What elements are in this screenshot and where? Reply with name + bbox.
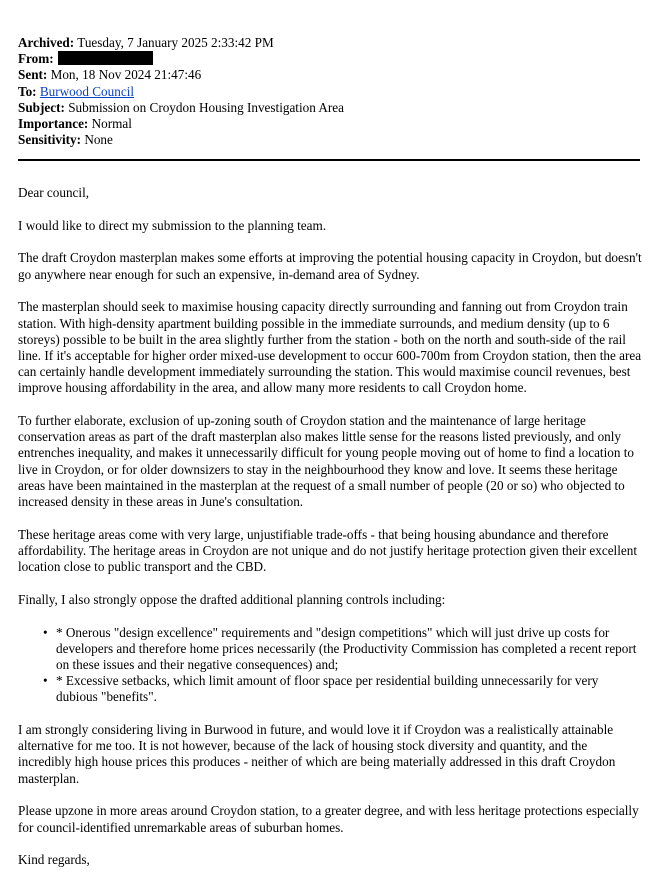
subject-label: Subject: [18, 99, 65, 115]
subject-row [18, 100, 642, 116]
list-item: • * Onerous "design excellence" requirements and "design competitions" which will just drive up costs for developers and therefore home prices necessarily (the Productivity Commission has completed a recent report on these issues and their negative consequences) and; [56, 625, 642, 674]
paragraph-4: To further elaborate, exclusion of up-zoning south of Croydon station and the maintenance of large heritage conservation areas as part of the draft masterplan also makes little sense for the reasons listed previously, and only entrenches inequality, and makes it unnecessarily difficult for young people moving out of home to find a location to live in Croydon, or for older downsizers to stay in the neighbourhood they know and love. It seems these heritage areas have been maintained in the masterplan at the request of a small number of people (20 or so) who objected to increased density in these areas in June's consultation. [18, 413, 634, 510]
importance-row [18, 116, 642, 132]
subject-value: Submission on Croydon Housing Investigation Area [68, 99, 345, 115]
sent-value: Mon, 18 Nov 2024 21:47:46 [50, 67, 202, 83]
from-row [18, 51, 642, 67]
importance-value: Normal [91, 115, 132, 131]
email-header [18, 35, 642, 148]
sent-row [18, 67, 642, 83]
sent-label: Sent: [18, 67, 48, 83]
paragraph-6: Finally, I also strongly oppose the drafted additional planning controls including: [18, 591, 446, 607]
sensitivity-label: Sensitivity: [18, 132, 82, 148]
recipient-link[interactable]: Burwood Council [39, 83, 135, 99]
planning-controls-list [18, 625, 642, 706]
sensitivity-value: None [84, 132, 113, 148]
paragraph-1: I would like to direct my submission to the planning team. [18, 217, 327, 233]
greeting: Dear council, [18, 185, 90, 200]
paragraph-8: Please upzone in more areas around Croydon station, to a greater degree, and with less heritage protections especially for council-identified unremarkable areas of suburban homes. [18, 803, 639, 835]
paragraph-3: The masterplan should seek to maximise housing capacity directly surrounding and fanning out from Croydon train station. With high-density apartment building possible in the immediate surrounds, and medium density (up to 6 storeys) possible to be built in the area slightly further from the station - both on the north and south-side of the rail line. If it's acceptable for higher order mixed-use development to occur 600-700m from Croydon station, then the area can certainly handle development immediately surrounding the station. This would maximise council revenues, best improve housing affordability in the area, and allow many more residents to call Croydon home. [18, 299, 642, 396]
archived-value: Tuesday, 7 January 2025 2:33:42 PM [77, 35, 274, 50]
importance-label: Importance: [18, 115, 89, 131]
paragraph-7: I am strongly considering living in Burwood in future, and would love it if Croydon was a realistically attainable alternative for me too. It is not however, because of the lack of housing stock diversity and quantity, and the incredibly high house prices this produces - neither of which are being materially addressed in this draft Croydon masterplan. [18, 722, 616, 786]
paragraph-2: The draft Croydon masterplan makes some efforts at improving the potential housing capacity in Croydon, but doesn't go anywhere near enough for such an expensive, in-demand area of Sydney. [18, 250, 642, 282]
archived-row [18, 35, 642, 51]
redacted-sender-block [58, 51, 153, 65]
header-divider [18, 159, 640, 161]
sensitivity-row [18, 132, 642, 148]
list-item: • * Excessive setbacks, which limit amount of floor space per residential building unnecessarily for very dubious "benefits". [56, 673, 642, 705]
to-row [18, 84, 642, 100]
paragraph-5: These heritage areas come with very large, unjustifiable trade-offs - that being housing abundance and therefore affordability. The heritage areas in Croydon are not unique and do not justify heritage protection given their excellent location close to public transport and the CBD. [18, 526, 637, 575]
to-label: To: [18, 83, 37, 99]
from-label: From: [18, 51, 54, 67]
email-body [18, 185, 642, 885]
closing: Kind regards, [18, 852, 90, 868]
archived-label: Archived: [18, 35, 75, 50]
